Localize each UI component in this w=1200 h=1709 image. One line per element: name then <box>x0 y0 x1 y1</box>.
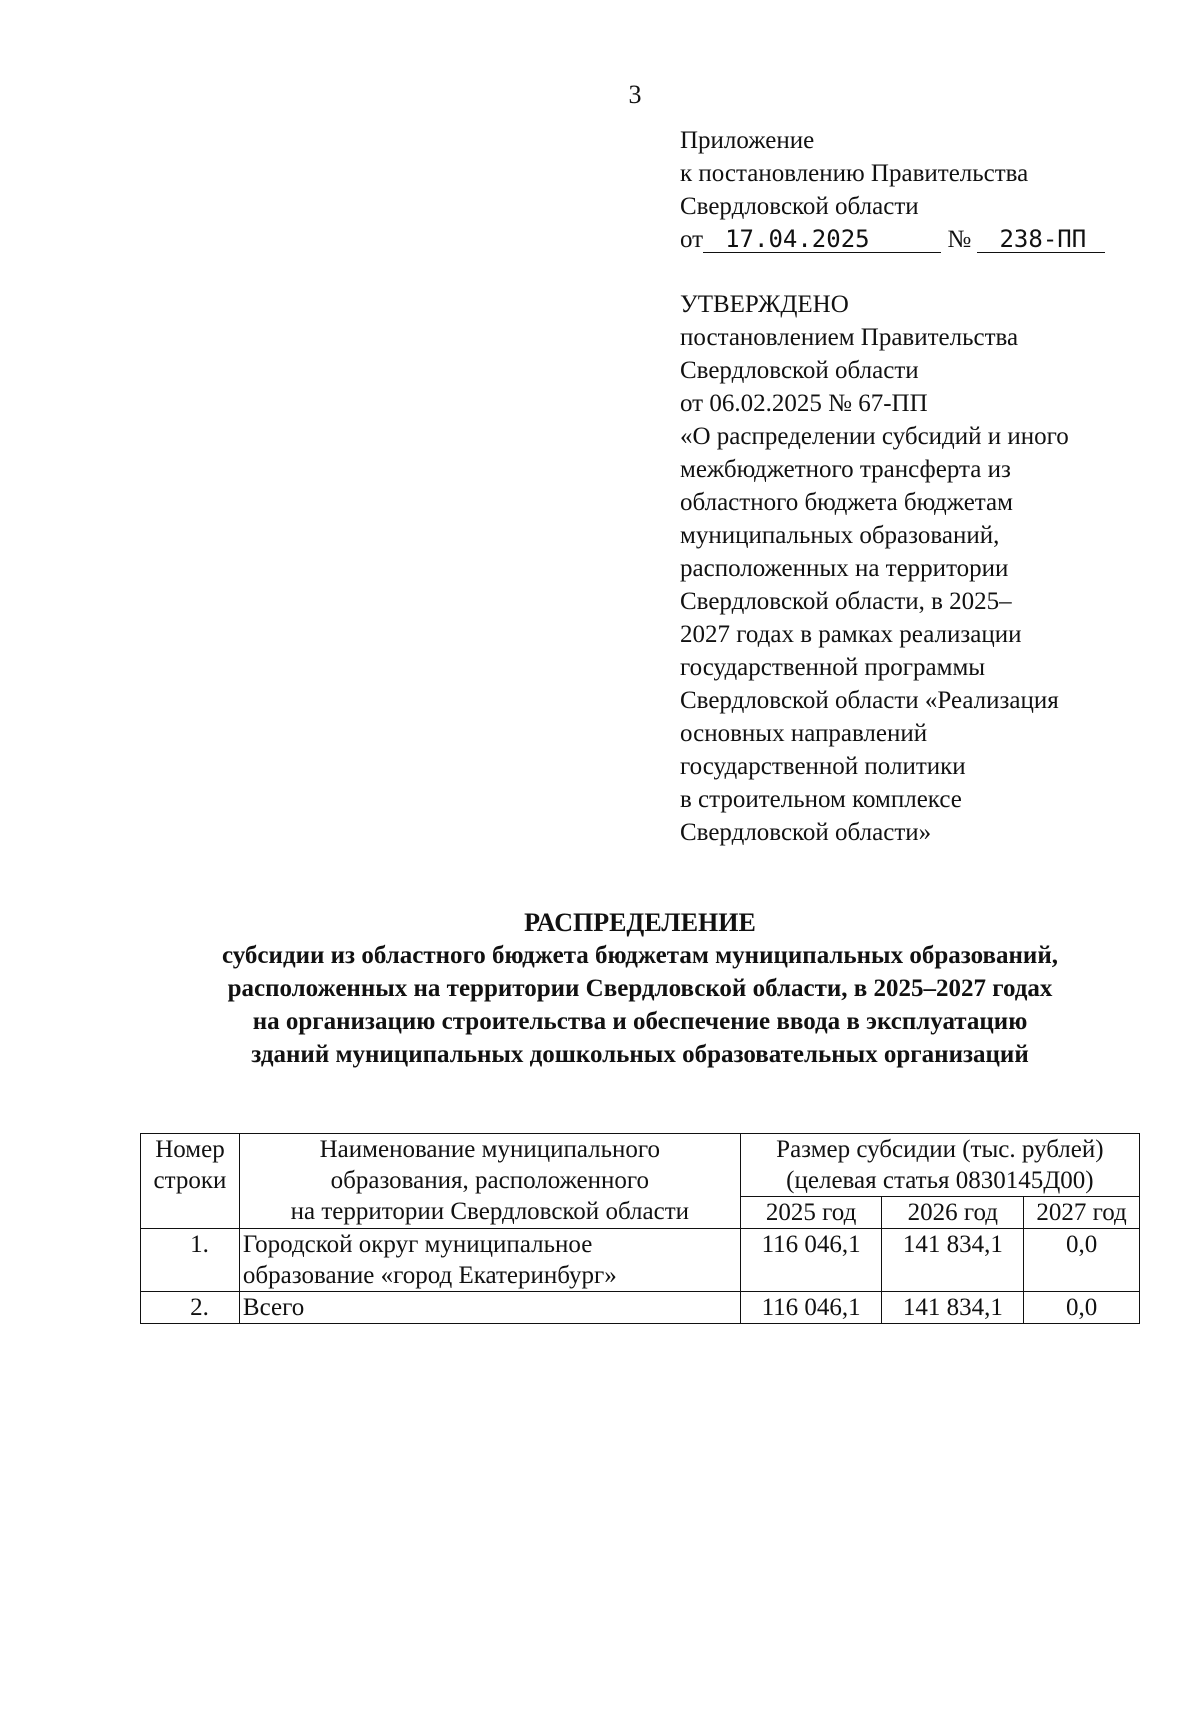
heading-line: зданий муниципальных дошкольных образовательных организаций <box>251 1041 1029 1068</box>
distribution-table <box>140 1133 1140 1324</box>
heading-line: расположенных на территории Свердловской области, в 2025–2027 годах <box>227 975 1053 1002</box>
approved-line: Свердловской области «Реализация <box>680 687 1059 714</box>
page-number: 3 <box>628 80 642 109</box>
row-name-line: Всего <box>242 1294 305 1321</box>
header-name-line: на территории Свердловской области <box>290 1198 690 1225</box>
approved-line: расположенных на территории <box>680 555 1009 582</box>
row-value-2025: 116 046,1 <box>740 1229 882 1292</box>
document-title: РАСПРЕДЕЛЕНИЕ <box>524 908 756 937</box>
row-value-2027: 0,0 <box>1024 1292 1140 1324</box>
number-prefix: № <box>947 226 972 253</box>
approved-line: Свердловской области» <box>680 819 932 846</box>
approved-block <box>680 288 1140 849</box>
approved-line: 2027 годах в рамках реализации <box>680 621 1022 648</box>
heading-line: на организацию строительства и обеспечение ввода в эксплуатацию <box>252 1008 1028 1035</box>
approved-line: «О распределении субсидий и иного <box>680 423 1069 450</box>
header-number-cell <box>141 1134 240 1229</box>
row-value-2026: 141 834,1 <box>882 1292 1024 1324</box>
row-name-line: образование «город Екатеринбург» <box>242 1262 617 1289</box>
appendix-reference <box>680 223 1180 256</box>
header-name-cell <box>239 1134 740 1229</box>
approved-line: основных направлений <box>680 720 928 747</box>
header-year-2026: 2026 год <box>882 1197 1024 1229</box>
table-header-row <box>141 1134 1140 1197</box>
header-amount-line: Размер субсидии (тыс. рублей) <box>776 1136 1104 1163</box>
header-name-line: Наименование муниципального <box>319 1136 661 1163</box>
appendix-block <box>680 124 1180 256</box>
header-amount-line: (целевая статья 0830145Д00) <box>786 1167 1094 1194</box>
header-number-line: Номер <box>155 1136 225 1163</box>
resolution-date: 17.04.2025 <box>703 226 941 253</box>
row-number: 1. <box>141 1229 240 1292</box>
document-heading <box>130 906 1150 1071</box>
table-row <box>141 1229 1140 1292</box>
approved-line: межбюджетного трансферта из <box>680 456 1011 483</box>
row-number: 2. <box>141 1292 240 1324</box>
appendix-line: Свердловской области <box>680 193 919 220</box>
row-name-line: Городской округ муниципальное <box>242 1231 593 1258</box>
row-value-2025: 116 046,1 <box>740 1292 882 1324</box>
header-name-line: образования, расположенного <box>330 1167 650 1194</box>
heading-line: субсидии из областного бюджета бюджетам муниципальных образований, <box>222 942 1058 969</box>
approved-line: Свердловской области, в 2025– <box>680 588 1012 615</box>
header-number-line: строки <box>153 1167 227 1194</box>
approved-line: государственной программы <box>680 654 986 681</box>
approved-line: Свердловской области <box>680 357 919 384</box>
approved-line: в строительном комплексе <box>680 786 962 813</box>
table-row <box>141 1292 1140 1324</box>
approved-line: от 06.02.2025 № 67-ПП <box>680 390 928 417</box>
approved-line: муниципальных образований, <box>680 522 1000 549</box>
row-name <box>239 1229 740 1292</box>
approved-line: постановлением Правительства <box>680 324 1019 351</box>
row-value-2027: 0,0 <box>1024 1229 1140 1292</box>
header-year-2025: 2025 год <box>740 1197 882 1229</box>
date-prefix: от <box>680 226 704 253</box>
approved-line: государственной политики <box>680 753 966 780</box>
header-year-2027: 2027 год <box>1024 1197 1140 1229</box>
approved-line: областного бюджета бюджетам <box>680 489 1013 516</box>
appendix-line: к постановлению Правительства <box>680 160 1029 187</box>
resolution-number: 238-ПП <box>977 226 1105 253</box>
header-amount-cell <box>740 1134 1139 1197</box>
appendix-line: Приложение <box>680 127 815 154</box>
approved-line: УТВЕРЖДЕНО <box>680 291 849 318</box>
row-name <box>239 1292 740 1324</box>
row-value-2026: 141 834,1 <box>882 1229 1024 1292</box>
